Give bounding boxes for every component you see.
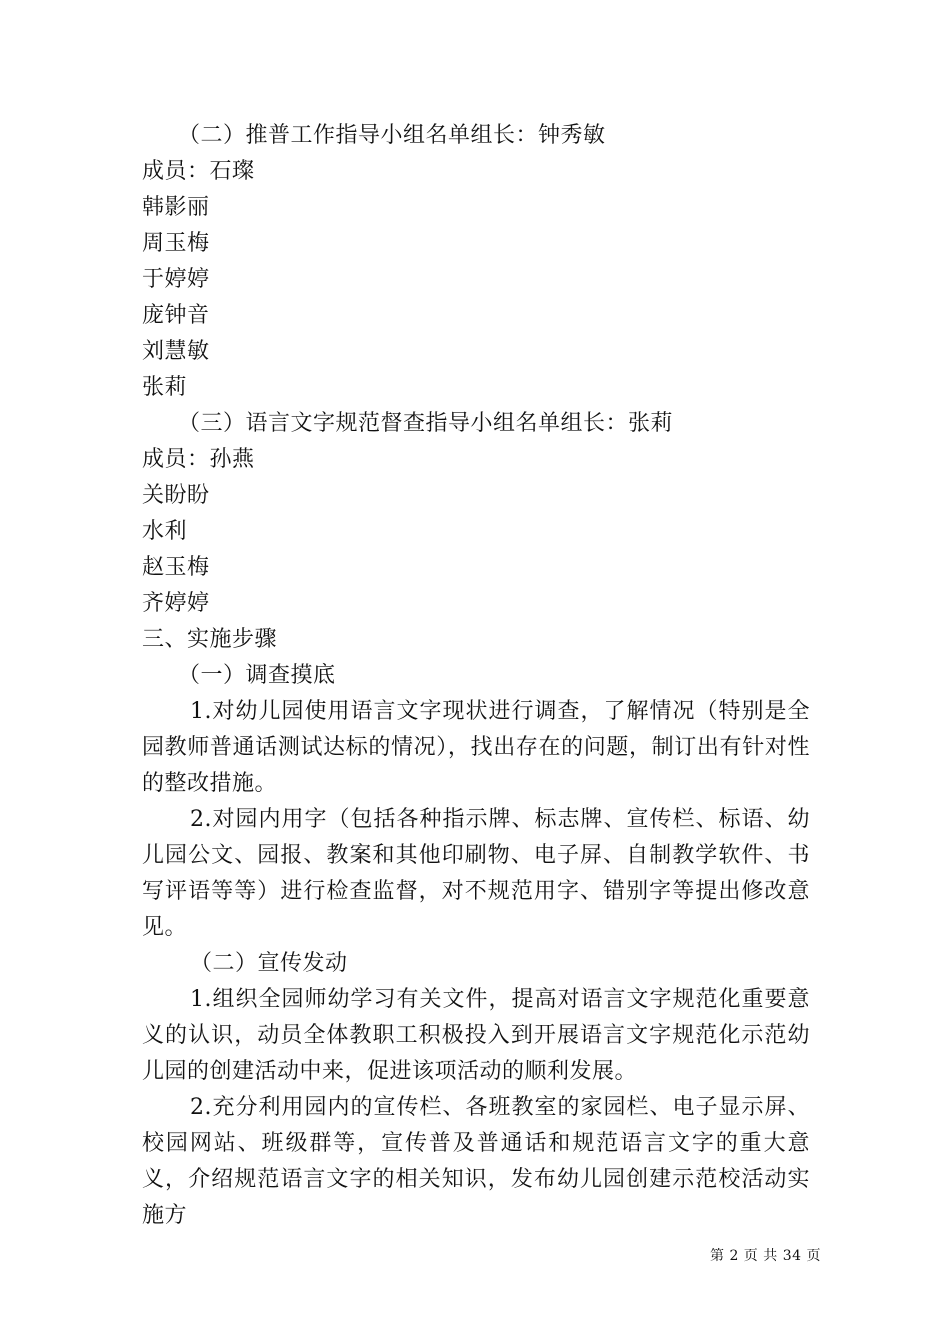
document-body [142, 118, 810, 1234]
section-heading: 三、实施步骤 [142, 627, 278, 652]
paragraph: 1.对幼儿园使用语言文字现状进行调查，了解情况（特别是全园教师普通话测试达标的情况），找出存在的问题，制订出有针对性的整改措施。 [142, 699, 810, 796]
text-line: 齐婷婷 [142, 591, 210, 616]
subheading-line: （一）调查摸底 [178, 663, 336, 688]
subheading-line: （三）语言文字规范督查指导小组名单组长：张莉 [178, 411, 674, 436]
paragraph: 2.对园内用字（包括各种指示牌、标志牌、宣传栏、标语、幼儿园公文、园报、教案和其他印刷物、电子屏、自制教学软件、书写评语等等）进行检查监督，对不规范用字、错别字等提出修改意见。 [142, 807, 810, 940]
subheading-line: （二）推普工作指导小组名单组长：钟秀敏 [178, 123, 606, 148]
subheading-line: （二）宣传发动 [190, 951, 348, 976]
text-line: 成员：石璨 [142, 159, 255, 184]
text-line: 成员：孙燕 [142, 447, 255, 472]
text-line: 关盼盼 [142, 483, 210, 508]
text-line: 张莉 [142, 375, 188, 400]
text-line: 周玉梅 [142, 231, 210, 256]
text-line: 赵玉梅 [142, 555, 210, 580]
page-number: 第 2 页 共 34 页 [710, 1248, 821, 1264]
text-line: 韩影丽 [142, 195, 210, 220]
text-line: 刘慧敏 [142, 339, 210, 364]
text-line: 庞钟音 [142, 303, 210, 328]
text-line: 水利 [142, 519, 188, 544]
paragraph: 1.组织全园师幼学习有关文件，提高对语言文字规范化重要意义的认识，动员全体教职工积极投入到开展语言文字规范化示范幼儿园的创建活动中来，促进该项活动的顺利发展。 [142, 987, 810, 1084]
text-line: 于婷婷 [142, 267, 210, 292]
paragraph: 2.充分利用园内的宣传栏、各班教室的家园栏、电子显示屏、校园网站、班级群等，宣传普及普通话和规范语言文字的重大意义，介绍规范语言文字的相关知识，发布幼儿园创建示范校活动实施方 [142, 1095, 810, 1228]
